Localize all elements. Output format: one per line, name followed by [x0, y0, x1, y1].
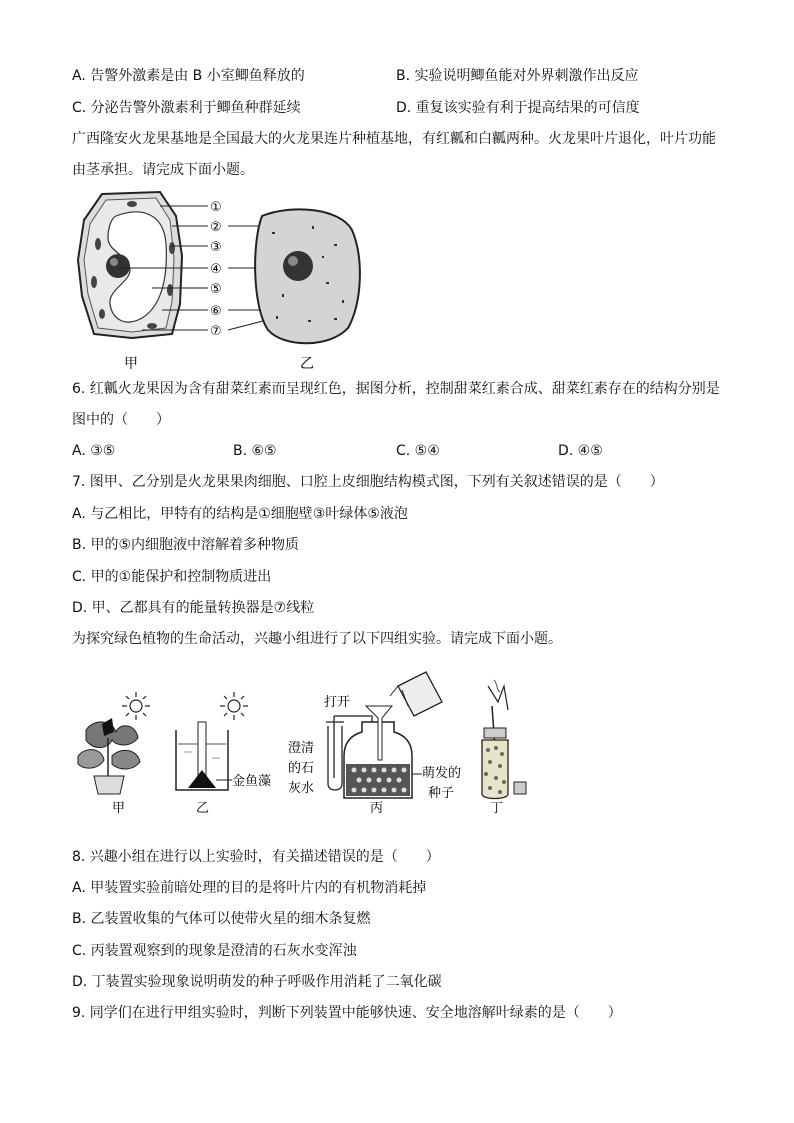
label-2: ② — [210, 220, 222, 235]
q8-option-b: B. 乙装置收集的气体可以使带火星的细木条复燃 — [72, 911, 371, 927]
label-4: ④ — [210, 262, 222, 277]
q5-option-b: B. 实验说明鲫鱼能对外界刺激作出反应 — [396, 68, 639, 84]
limewater-label-3: 灰水 — [288, 781, 315, 796]
q8-option-d: D. 丁装置实验现象说明萌发的种子呼吸作用消耗了二氧化碳 — [72, 974, 442, 990]
seed-jar-ding — [482, 680, 526, 799]
q6-option-b: B. ⑥⑤ — [233, 443, 277, 459]
q6-stem-line2: 图中的（ ） — [72, 412, 170, 428]
label-5: ⑤ — [210, 282, 222, 297]
q8-option-c: C. 丙装置观察到的现象是澄清的石灰水变浑浊 — [72, 943, 357, 959]
q7-option-b: B. 甲的⑤内细胞液中溶解着多种物质 — [72, 537, 300, 553]
q7-option-d: D. 甲、乙都具有的能量转换器是⑦线粒 — [72, 600, 315, 616]
beaker-goldfish-weed — [176, 722, 232, 790]
q5-option-d: D. 重复该实验有利于提高结果的可信度 — [396, 100, 640, 116]
q6-option-c: C. ⑤④ — [396, 443, 440, 459]
plant-cell — [78, 192, 182, 338]
label-1: ① — [210, 200, 222, 215]
exp-label-yi: 乙 — [196, 801, 210, 816]
passage2: 为探究绿色植物的生命活动，兴趣小组进行了以下四组实验。请完成下面小题。 — [72, 631, 562, 647]
label-3: ③ — [210, 240, 222, 255]
q7-stem: 7. 图甲、乙分别是火龙果果肉细胞、口腔上皮细胞结构模式图，下列有关叙述错误的是（ ） — [72, 474, 664, 490]
exp-label-ding: 丁 — [490, 801, 504, 816]
q6-option-d: D. ④⑤ — [558, 443, 603, 459]
seeds-label-2: 种子 — [428, 786, 455, 801]
label-yi: 乙 — [300, 356, 314, 372]
exp-label-jia: 甲 — [112, 801, 126, 816]
passage1-line2: 由茎承担。请完成下面小题。 — [72, 162, 254, 178]
label-jia: 甲 — [124, 356, 138, 372]
limewater-label-2: 的石 — [288, 761, 315, 776]
sun-icon — [220, 692, 248, 720]
q8-option-a: A. 甲装置实验前暗处理的目的是将叶片内的有机物消耗掉 — [72, 880, 427, 896]
q7-option-a: A. 与乙相比，甲特有的结构是①细胞壁③叶绿体⑤液泡 — [72, 506, 408, 522]
label-6: ⑥ — [210, 304, 222, 319]
pouring-beaker — [390, 672, 442, 716]
potted-plant — [78, 718, 140, 794]
seeds-label-1: 萌发的 — [422, 766, 462, 781]
seed-bottle — [344, 706, 412, 798]
cell-structure-figure — [72, 186, 372, 372]
q9-stem: 9. 同学们在进行甲组实验时，判断下列装置中能够快速、安全地溶解叶绿素的是（ ） — [72, 1005, 622, 1021]
exp-label-bing: 丙 — [370, 801, 384, 816]
q5-option-c: C. 分泌告警外激素利于鲫鱼种群延续 — [72, 100, 301, 116]
goldfish-weed-label: 金鱼藻 — [232, 774, 272, 789]
passage1-line1: 广西隆安火龙果基地是全国最大的火龙果连片种植基地，有红瓤和白瓤两种。火龙果叶片退化，叶片功能 — [72, 131, 716, 147]
label-7: ⑦ — [210, 324, 222, 339]
open-label: 打开 — [324, 695, 351, 710]
limewater-label-1: 澄清 — [288, 741, 315, 756]
experiment-figure — [72, 666, 532, 824]
q5-option-a: A. 告警外激素是由 B 小室鲫鱼释放的 — [72, 68, 305, 84]
sun-icon — [122, 692, 150, 720]
q7-option-c: C. 甲的①能保护和控制物质进出 — [72, 569, 272, 585]
q8-stem: 8. 兴趣小组在进行以上实验时，有关描述错误的是（ ） — [72, 849, 440, 865]
q6-option-a: A. ③⑤ — [72, 443, 116, 459]
animal-cell — [255, 209, 360, 343]
q6-stem-line1: 6. 红瓤火龙果因为含有甜菜红素而呈现红色，据图分析，控制甜菜红素合成、甜菜红素存在的结构分别是 — [72, 381, 720, 397]
